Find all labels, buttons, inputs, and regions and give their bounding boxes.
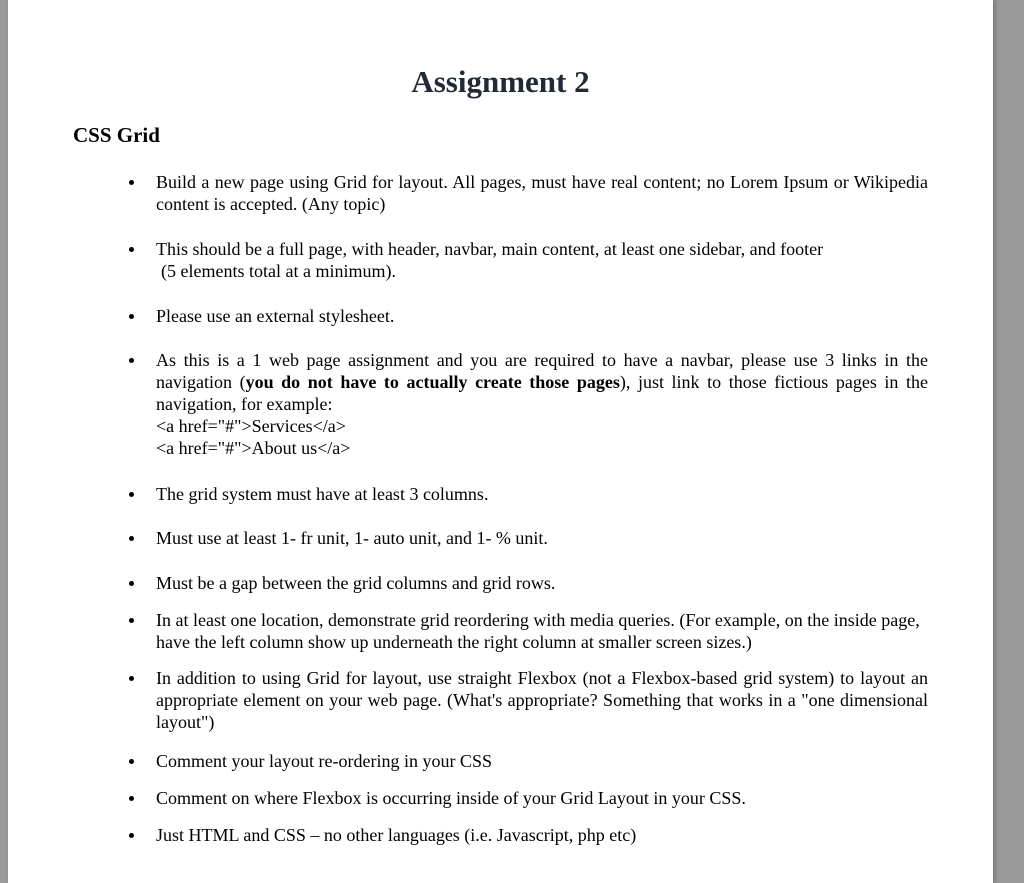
list-item [156,750,928,772]
bullet-icon [129,759,134,764]
list-item [156,572,928,594]
item-text: Please use an external stylesheet. [156,306,395,326]
list-item [156,609,928,653]
bullet-icon [129,676,134,681]
code-example-services: <a href="#">Services</a> [156,416,346,436]
item-text: Comment on where Flexbox is occurring inside of your Grid Layout in your CSS. [156,788,746,808]
document-title: Assignment 2 [411,64,590,99]
bullet-icon [129,314,134,319]
item-text: Just HTML and CSS – no other languages (i.e. Javascript, php etc) [156,825,637,845]
bullet-icon [129,618,134,623]
item-text-bold: you do not have to actually create those pages [245,372,620,392]
bullet-icon [129,833,134,838]
list-item [156,483,928,505]
document-page [8,0,993,883]
list-item [156,527,928,549]
item-text: The grid system must have at least 3 columns. [156,484,489,504]
item-text: Build a new page using Grid for layout. All pages, must have real content; no Lorem Ipsum or Wikipedia content is accepted. (Any topic) [156,172,928,214]
code-example-about: <a href="#">About us</a> [156,438,351,458]
list-item [156,305,928,327]
item-text-pre: As this is a 1 web page assignment and you are required to have a navbar, please use 3 links in the navigation ( [156,350,928,392]
item-text: In addition to using Grid for layout, use straight Flexbox (not a Flexbox-based grid system) to layout an appropriate element on your web page. (What's appropriate? Something that works in a "one dimensional layout") [156,668,928,732]
list-item [156,238,928,282]
item-text: In at least one location, demonstrate grid reordering with media queries. (For example, on the inside page, have the left column show up underneath the right column at smaller screen sizes.) [156,610,920,652]
section-heading: CSS Grid [73,123,160,147]
item-text: Must use at least 1- fr unit, 1- auto unit, and 1- % unit. [156,528,548,548]
bullet-icon [129,247,134,252]
item-text: Must be a gap between the grid columns and grid rows. [156,573,556,593]
list-item [156,824,928,846]
list-item [156,171,928,215]
bullet-icon [129,536,134,541]
bullet-icon [129,492,134,497]
item-text-line1: This should be a full page, with header, navbar, main content, at least one sidebar, and footer [156,239,824,259]
bullet-icon [129,358,134,363]
item-text-line2: (5 elements total at a minimum). [161,261,396,281]
list-item [156,667,928,733]
bullet-icon [129,180,134,185]
item-text-post: ), just link to those fictious pages in the navigation, for example: [156,372,928,414]
item-text: Comment your layout re-ordering in your CSS [156,751,492,771]
list-item [156,349,928,459]
list-item [156,787,928,809]
bullet-icon [129,796,134,801]
item-paragraph [156,349,928,415]
bullet-icon [129,581,134,586]
